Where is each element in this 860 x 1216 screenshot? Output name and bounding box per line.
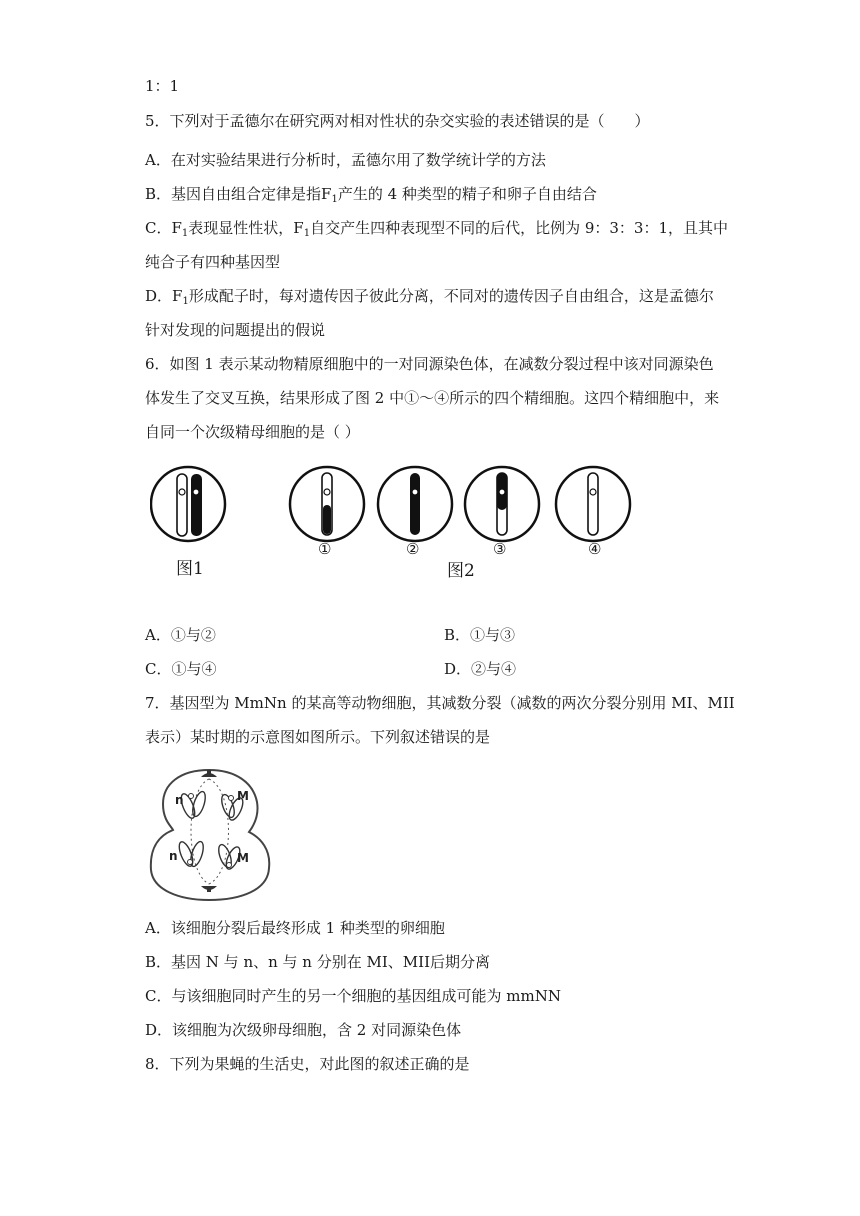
cell-3-label: ③ [493,540,507,558]
q5-option-b: B．基因自由组合定律是指$F_1$产生的 4 种类型的精子和卵子自由结合 [145,185,597,205]
cell-1 [288,465,368,543]
q8-stem: 8．下列为果蝇的生活史，对此图的叙述正确的是 [145,1055,470,1073]
figure1-chromosome-pair [150,464,230,546]
q6-option-b: B．①与③ [444,626,516,644]
gene-label-upper-n: n [175,793,184,807]
cell-1-label: ① [318,540,332,558]
q6-option-c: C．①与④ [145,660,217,678]
q7-option-a: A．该细胞分裂后最终形成 1 种类型的卵细胞 [145,919,445,937]
gene-label-lower-n: n [169,849,178,863]
q7-option-d: D．该细胞为次级卵母细胞，含 2 对同源染色体 [145,1021,462,1039]
q5-stem: 5．下列对于孟德尔在研究两对相对性状的杂交实验的表述错误的是（ ） [145,112,650,130]
cell-2 [376,465,456,543]
q5-option-a: A．在对实验结果进行分析时，孟德尔用了数学统计学的方法 [145,151,546,169]
gene-label-lower-m: M [237,851,249,865]
q7-option-c: C．与该细胞同时产生的另一个细胞的基因组成可能为 mmNN [145,987,561,1005]
q6-stem-line3: 自同一个次级精母细胞的是（ ） [145,423,360,441]
cell-2-label: ② [406,540,420,558]
cell-4-label: ④ [588,540,602,558]
q5-option-c: C．$F_1$表现显性性状，$F_1$自交产生四种表现型不同的后代，比例为 9：3：3：1，且其中 [145,219,729,239]
q5-option-d-cont: 针对发现的问题提出的假说 [145,321,326,339]
q5-option-d: D．$F_1$形成配子时，每对遗传因子彼此分离，不同对的遗传因子自由组合，这是孟德尔 [145,287,714,307]
q6-stem-line2: 体发生了交叉互换，结果形成了图 2 中①～④所示的四个精细胞。这四个精细胞中，来 [145,389,720,407]
q7-option-b: B．基因 N 与 n、n 与 n 分别在 MI、MII后期分离 [145,953,491,971]
q5-option-c-cont: 纯合子有四种基因型 [145,253,281,271]
dividing-cell-diagram [145,762,275,902]
q6-stem-line1: 6．如图 1 表示某动物精原细胞中的一对同源染色体，在减数分裂过程中该对同源染色 [145,355,714,373]
cell-3 [463,465,543,543]
q6-option-a: A．①与② [145,626,216,644]
figure1-caption: 图1 [176,559,204,579]
cell-4 [554,465,634,543]
figure2-caption: 图2 [447,561,475,581]
previous-answer-tail: 1：1 [145,77,180,95]
q7-stem-line2: 表示）某时期的示意图如图所示。下列叙述错误的是 [145,728,491,746]
q6-option-d: D．②与④ [444,660,517,678]
q7-stem-line1: 7．基因型为 MmNn 的某高等动物细胞，其减数分裂（减数的两次分裂分别用 MI、MII [145,694,735,712]
gene-label-upper-m: M [237,789,249,803]
